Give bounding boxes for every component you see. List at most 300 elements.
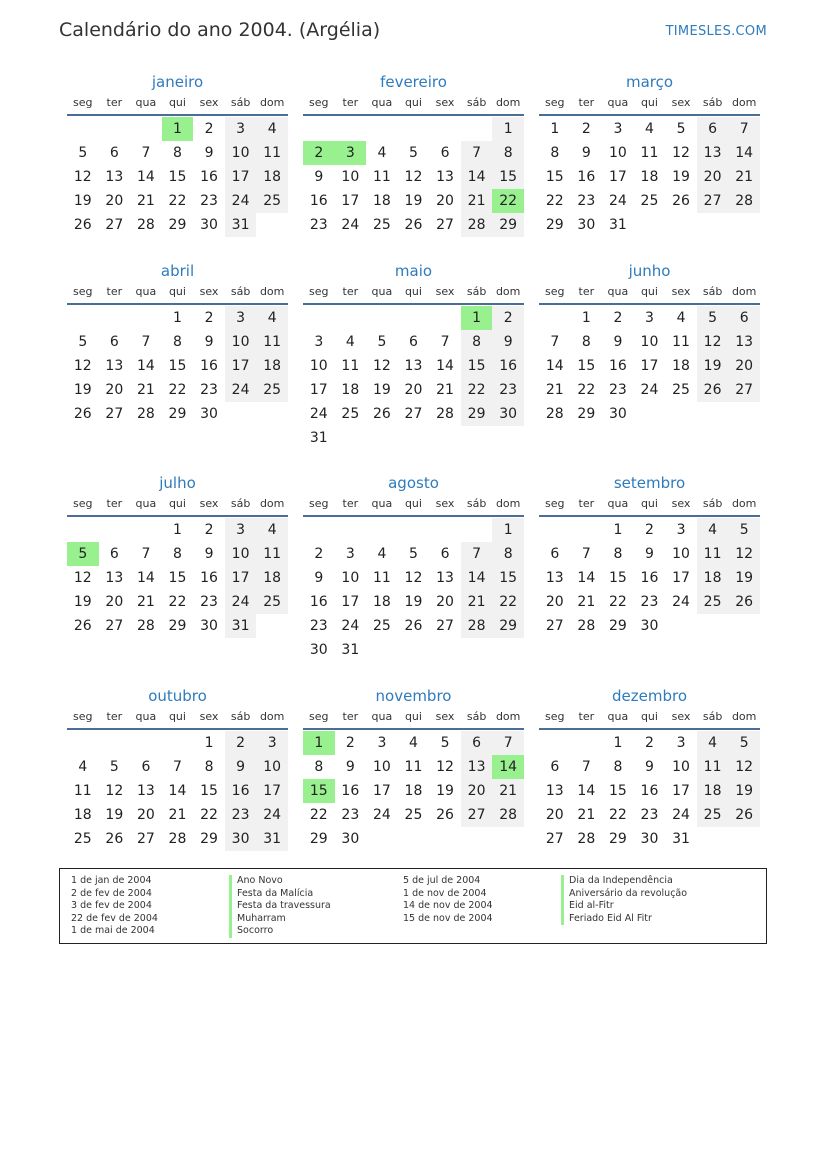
day-cell[interactable]: 12	[73, 358, 92, 374]
day-cell[interactable]: 11	[256, 141, 288, 165]
day-cell[interactable]: 3	[335, 141, 367, 165]
day-cell[interactable]: 8	[492, 141, 524, 165]
day-cell[interactable]: 28	[545, 406, 564, 422]
day-cell[interactable]: 3	[225, 117, 257, 141]
day-cell[interactable]: 2	[204, 522, 214, 538]
day-cell[interactable]: 28	[436, 406, 454, 422]
day-cell[interactable]: 31	[341, 642, 360, 658]
day-cell[interactable]: 28	[577, 831, 596, 847]
day-cell[interactable]: 23	[200, 193, 218, 209]
day-cell[interactable]: 20	[404, 382, 423, 398]
day-cell[interactable]: 18	[256, 566, 288, 590]
day-cell[interactable]: 15	[608, 570, 627, 586]
day-cell[interactable]: 10	[372, 759, 391, 775]
day-cell[interactable]: 6	[461, 731, 493, 755]
day-cell[interactable]: 15	[303, 779, 335, 803]
day-cell[interactable]: 9	[613, 334, 623, 350]
day-cell[interactable]: 28	[728, 189, 760, 213]
day-cell[interactable]: 21	[436, 382, 454, 398]
day-cell[interactable]: 8	[314, 759, 324, 775]
day-cell[interactable]: 22	[168, 382, 187, 398]
day-cell[interactable]: 9	[204, 546, 214, 562]
day-cell[interactable]: 15	[492, 566, 524, 590]
day-cell[interactable]: 8	[550, 145, 560, 161]
day-cell[interactable]: 21	[492, 779, 524, 803]
day-cell[interactable]: 12	[672, 145, 690, 161]
day-cell[interactable]: 29	[492, 614, 524, 638]
day-cell[interactable]: 11	[73, 783, 92, 799]
day-cell[interactable]: 1	[173, 310, 182, 326]
day-cell[interactable]: 13	[105, 169, 124, 185]
day-cell[interactable]: 20	[697, 165, 729, 189]
day-cell[interactable]: 28	[136, 406, 155, 422]
day-cell[interactable]: 13	[404, 358, 423, 374]
day-cell[interactable]: 28	[168, 831, 187, 847]
day-cell[interactable]: 7	[141, 334, 151, 350]
day-cell[interactable]: 2	[581, 121, 591, 137]
day-cell[interactable]: 8	[613, 546, 623, 562]
day-cell[interactable]: 5	[409, 546, 418, 562]
day-cell[interactable]: 3	[225, 518, 257, 542]
day-cell[interactable]: 21	[577, 594, 596, 610]
day-cell[interactable]: 16	[200, 358, 218, 374]
day-cell[interactable]: 10	[672, 546, 690, 562]
day-cell[interactable]: 24	[225, 378, 257, 402]
day-cell[interactable]: 16	[309, 594, 328, 610]
day-cell[interactable]: 16	[577, 169, 596, 185]
day-cell[interactable]: 11	[404, 759, 423, 775]
day-cell[interactable]: 11	[372, 169, 391, 185]
day-cell[interactable]: 26	[372, 406, 391, 422]
day-cell[interactable]: 17	[225, 165, 257, 189]
day-cell[interactable]: 17	[225, 354, 257, 378]
day-cell[interactable]: 29	[200, 831, 218, 847]
day-cell[interactable]: 11	[256, 542, 288, 566]
day-cell[interactable]: 5	[377, 334, 387, 350]
day-cell[interactable]: 12	[697, 330, 729, 354]
day-cell[interactable]: 13	[461, 755, 493, 779]
day-cell[interactable]: 1	[162, 117, 194, 141]
day-cell[interactable]: 21	[461, 189, 493, 213]
day-cell[interactable]: 10	[225, 141, 257, 165]
day-cell[interactable]: 20	[436, 594, 454, 610]
day-cell[interactable]: 25	[404, 807, 423, 823]
day-cell[interactable]: 24	[608, 193, 627, 209]
day-cell[interactable]: 15	[577, 358, 596, 374]
day-cell[interactable]: 2	[645, 522, 654, 538]
day-cell[interactable]: 31	[672, 831, 690, 847]
day-cell[interactable]: 7	[141, 546, 151, 562]
day-cell[interactable]: 6	[109, 145, 119, 161]
day-cell[interactable]: 21	[168, 807, 187, 823]
day-cell[interactable]: 15	[461, 354, 493, 378]
day-cell[interactable]: 8	[581, 334, 591, 350]
day-cell[interactable]: 29	[168, 217, 187, 233]
day-cell[interactable]: 11	[640, 145, 659, 161]
day-cell[interactable]: 19	[697, 354, 729, 378]
day-cell[interactable]: 8	[173, 546, 182, 562]
day-cell[interactable]: 13	[728, 330, 760, 354]
day-cell[interactable]: 30	[200, 406, 218, 422]
day-cell[interactable]: 20	[105, 193, 124, 209]
day-cell[interactable]: 4	[676, 310, 686, 326]
day-cell[interactable]: 4	[409, 735, 418, 751]
day-cell[interactable]: 9	[645, 546, 654, 562]
day-cell[interactable]: 16	[200, 169, 218, 185]
day-cell[interactable]: 18	[672, 358, 690, 374]
day-cell[interactable]: 22	[309, 807, 328, 823]
day-cell[interactable]: 25	[640, 193, 659, 209]
day-cell[interactable]: 3	[225, 306, 257, 330]
day-cell[interactable]: 19	[728, 779, 760, 803]
day-cell[interactable]: 14	[728, 141, 760, 165]
day-cell[interactable]: 19	[672, 169, 690, 185]
day-cell[interactable]: 29	[492, 213, 524, 237]
day-cell[interactable]: 12	[73, 169, 92, 185]
day-cell[interactable]: 7	[461, 542, 493, 566]
day-cell[interactable]: 18	[372, 193, 391, 209]
day-cell[interactable]: 13	[697, 141, 729, 165]
day-cell[interactable]: 15	[492, 165, 524, 189]
day-cell[interactable]: 4	[256, 306, 288, 330]
day-cell[interactable]: 29	[461, 402, 493, 426]
day-cell[interactable]: 29	[608, 618, 627, 634]
day-cell[interactable]: 18	[341, 382, 360, 398]
day-cell[interactable]: 27	[105, 406, 124, 422]
day-cell[interactable]: 22	[168, 594, 187, 610]
day-cell[interactable]: 14	[577, 783, 596, 799]
day-cell[interactable]: 11	[372, 570, 391, 586]
day-cell[interactable]: 29	[545, 217, 564, 233]
day-cell[interactable]: 13	[545, 783, 564, 799]
day-cell[interactable]: 2	[204, 121, 214, 137]
day-cell[interactable]: 19	[404, 193, 423, 209]
day-cell[interactable]: 11	[672, 334, 690, 350]
day-cell[interactable]: 26	[697, 378, 729, 402]
day-cell[interactable]: 14	[461, 566, 493, 590]
day-cell[interactable]: 1	[173, 522, 182, 538]
day-cell[interactable]: 22	[461, 378, 493, 402]
day-cell[interactable]: 18	[256, 354, 288, 378]
day-cell[interactable]: 14	[492, 755, 524, 779]
day-cell[interactable]: 9	[204, 334, 214, 350]
day-cell[interactable]: 16	[492, 354, 524, 378]
day-cell[interactable]: 28	[136, 217, 155, 233]
day-cell[interactable]: 27	[728, 378, 760, 402]
day-cell[interactable]: 24	[256, 803, 288, 827]
day-cell[interactable]: 16	[341, 783, 360, 799]
day-cell[interactable]: 12	[728, 755, 760, 779]
day-cell[interactable]: 23	[341, 807, 360, 823]
day-cell[interactable]: 17	[341, 594, 360, 610]
day-cell[interactable]: 22	[577, 382, 596, 398]
day-cell[interactable]: 3	[645, 310, 654, 326]
day-cell[interactable]: 31	[256, 827, 288, 851]
day-cell[interactable]: 20	[545, 594, 564, 610]
day-cell[interactable]: 5	[78, 334, 88, 350]
day-cell[interactable]: 2	[492, 306, 524, 330]
day-cell[interactable]: 27	[404, 406, 423, 422]
day-cell[interactable]: 2	[613, 310, 623, 326]
day-cell[interactable]: 20	[545, 807, 564, 823]
day-cell[interactable]: 31	[608, 217, 627, 233]
day-cell[interactable]: 26	[728, 590, 760, 614]
day-cell[interactable]: 18	[404, 783, 423, 799]
day-cell[interactable]: 26	[73, 217, 92, 233]
day-cell[interactable]: 24	[640, 382, 659, 398]
day-cell[interactable]: 22	[545, 193, 564, 209]
day-cell[interactable]: 19	[73, 382, 92, 398]
day-cell[interactable]: 27	[545, 831, 564, 847]
day-cell[interactable]: 24	[672, 807, 690, 823]
day-cell[interactable]: 11	[256, 330, 288, 354]
day-cell[interactable]: 14	[168, 783, 187, 799]
day-cell[interactable]: 14	[545, 358, 564, 374]
day-cell[interactable]: 23	[608, 382, 627, 398]
day-cell[interactable]: 30	[577, 217, 596, 233]
day-cell[interactable]: 27	[436, 217, 454, 233]
day-cell[interactable]: 27	[136, 831, 155, 847]
day-cell[interactable]: 27	[105, 618, 124, 634]
day-cell[interactable]: 28	[136, 618, 155, 634]
day-cell[interactable]: 14	[136, 169, 155, 185]
day-cell[interactable]: 23	[200, 594, 218, 610]
day-cell[interactable]: 25	[341, 406, 360, 422]
day-cell[interactable]: 26	[404, 217, 423, 233]
day-cell[interactable]: 13	[105, 570, 124, 586]
day-cell[interactable]: 10	[341, 169, 360, 185]
day-cell[interactable]: 25	[256, 189, 288, 213]
day-cell[interactable]: 31	[309, 430, 328, 446]
day-cell[interactable]: 1	[492, 117, 524, 141]
day-cell[interactable]: 6	[440, 145, 450, 161]
day-cell[interactable]: 29	[309, 831, 328, 847]
day-cell[interactable]: 9	[314, 570, 324, 586]
day-cell[interactable]: 3	[676, 735, 686, 751]
day-cell[interactable]: 1	[461, 306, 493, 330]
day-cell[interactable]: 24	[225, 189, 257, 213]
day-cell[interactable]: 9	[492, 330, 524, 354]
day-cell[interactable]: 16	[309, 193, 328, 209]
day-cell[interactable]: 11	[341, 358, 360, 374]
day-cell[interactable]: 6	[728, 306, 760, 330]
day-cell[interactable]: 4	[377, 145, 387, 161]
day-cell[interactable]: 5	[697, 306, 729, 330]
day-cell[interactable]: 13	[436, 570, 454, 586]
day-cell[interactable]: 13	[436, 169, 454, 185]
day-cell[interactable]: 12	[73, 570, 92, 586]
day-cell[interactable]: 22	[200, 807, 218, 823]
day-cell[interactable]: 7	[173, 759, 182, 775]
day-cell[interactable]: 12	[404, 570, 423, 586]
day-cell[interactable]: 20	[461, 779, 493, 803]
day-cell[interactable]: 23	[225, 803, 257, 827]
day-cell[interactable]: 28	[577, 618, 596, 634]
day-cell[interactable]: 30	[492, 402, 524, 426]
day-cell[interactable]: 21	[461, 590, 493, 614]
day-cell[interactable]: 5	[67, 542, 99, 566]
day-cell[interactable]: 28	[492, 803, 524, 827]
day-cell[interactable]: 8	[613, 759, 623, 775]
day-cell[interactable]: 17	[672, 783, 690, 799]
day-cell[interactable]: 3	[345, 546, 355, 562]
day-cell[interactable]: 28	[461, 213, 493, 237]
day-cell[interactable]: 12	[404, 169, 423, 185]
day-cell[interactable]: 20	[728, 354, 760, 378]
day-cell[interactable]: 25	[372, 217, 391, 233]
day-cell[interactable]: 21	[545, 382, 564, 398]
day-cell[interactable]: 26	[105, 831, 124, 847]
day-cell[interactable]: 5	[409, 145, 418, 161]
day-cell[interactable]: 22	[492, 189, 524, 213]
day-cell[interactable]: 27	[461, 803, 493, 827]
day-cell[interactable]: 19	[73, 594, 92, 610]
day-cell[interactable]: 3	[676, 522, 686, 538]
day-cell[interactable]: 2	[314, 546, 324, 562]
day-cell[interactable]: 30	[608, 406, 627, 422]
day-cell[interactable]: 23	[492, 378, 524, 402]
day-cell[interactable]: 5	[676, 121, 686, 137]
day-cell[interactable]: 9	[204, 145, 214, 161]
day-cell[interactable]: 24	[672, 594, 690, 610]
day-cell[interactable]: 23	[309, 618, 328, 634]
day-cell[interactable]: 21	[136, 594, 155, 610]
day-cell[interactable]: 20	[105, 382, 124, 398]
day-cell[interactable]: 10	[608, 145, 627, 161]
day-cell[interactable]: 7	[581, 759, 591, 775]
day-cell[interactable]: 30	[341, 831, 360, 847]
day-cell[interactable]: 6	[109, 334, 119, 350]
day-cell[interactable]: 30	[225, 827, 257, 851]
day-cell[interactable]: 4	[645, 121, 654, 137]
day-cell[interactable]: 10	[640, 334, 659, 350]
day-cell[interactable]: 3	[314, 334, 324, 350]
day-cell[interactable]: 9	[645, 759, 654, 775]
day-cell[interactable]: 7	[492, 731, 524, 755]
day-cell[interactable]: 26	[73, 406, 92, 422]
day-cell[interactable]: 2	[225, 731, 257, 755]
day-cell[interactable]: 10	[225, 542, 257, 566]
day-cell[interactable]: 23	[640, 807, 659, 823]
day-cell[interactable]: 8	[461, 330, 493, 354]
day-cell[interactable]: 16	[200, 570, 218, 586]
day-cell[interactable]: 4	[256, 518, 288, 542]
day-cell[interactable]: 19	[73, 193, 92, 209]
day-cell[interactable]: 1	[550, 121, 560, 137]
day-cell[interactable]: 27	[105, 217, 124, 233]
day-cell[interactable]: 30	[309, 642, 328, 658]
day-cell[interactable]: 25	[672, 382, 690, 398]
day-cell[interactable]: 2	[303, 141, 335, 165]
day-cell[interactable]: 19	[436, 783, 454, 799]
day-cell[interactable]: 16	[225, 779, 257, 803]
day-cell[interactable]: 26	[73, 618, 92, 634]
day-cell[interactable]: 2	[204, 310, 214, 326]
day-cell[interactable]: 3	[256, 731, 288, 755]
day-cell[interactable]: 31	[225, 213, 257, 237]
day-cell[interactable]: 18	[256, 165, 288, 189]
day-cell[interactable]: 15	[200, 783, 218, 799]
day-cell[interactable]: 27	[436, 618, 454, 634]
day-cell[interactable]: 21	[136, 382, 155, 398]
day-cell[interactable]: 15	[608, 783, 627, 799]
day-cell[interactable]: 26	[728, 803, 760, 827]
day-cell[interactable]: 13	[105, 358, 124, 374]
day-cell[interactable]: 26	[404, 618, 423, 634]
day-cell[interactable]: 28	[461, 614, 493, 638]
day-cell[interactable]: 9	[581, 145, 591, 161]
day-cell[interactable]: 6	[440, 546, 450, 562]
day-cell[interactable]: 22	[608, 807, 627, 823]
day-cell[interactable]: 5	[728, 731, 760, 755]
day-cell[interactable]: 25	[256, 590, 288, 614]
day-cell[interactable]: 15	[168, 169, 187, 185]
day-cell[interactable]: 30	[200, 618, 218, 634]
day-cell[interactable]: 11	[697, 542, 729, 566]
day-cell[interactable]: 29	[608, 831, 627, 847]
day-cell[interactable]: 7	[728, 117, 760, 141]
day-cell[interactable]: 24	[309, 406, 328, 422]
day-cell[interactable]: 4	[78, 759, 88, 775]
day-cell[interactable]: 11	[697, 755, 729, 779]
day-cell[interactable]: 19	[372, 382, 391, 398]
day-cell[interactable]: 9	[345, 759, 355, 775]
day-cell[interactable]: 9	[225, 755, 257, 779]
day-cell[interactable]: 6	[550, 759, 560, 775]
day-cell[interactable]: 10	[309, 358, 328, 374]
day-cell[interactable]: 4	[256, 117, 288, 141]
day-cell[interactable]: 8	[204, 759, 214, 775]
day-cell[interactable]: 19	[728, 566, 760, 590]
day-cell[interactable]: 21	[577, 807, 596, 823]
day-cell[interactable]: 27	[545, 618, 564, 634]
day-cell[interactable]: 25	[697, 590, 729, 614]
day-cell[interactable]: 1	[613, 522, 623, 538]
day-cell[interactable]: 15	[168, 570, 187, 586]
day-cell[interactable]: 25	[73, 831, 92, 847]
day-cell[interactable]: 26	[672, 193, 690, 209]
day-cell[interactable]: 9	[314, 169, 324, 185]
day-cell[interactable]: 7	[440, 334, 450, 350]
day-cell[interactable]: 19	[105, 807, 124, 823]
day-cell[interactable]: 25	[256, 378, 288, 402]
day-cell[interactable]: 1	[303, 731, 335, 755]
day-cell[interactable]: 7	[550, 334, 560, 350]
day-cell[interactable]: 1	[581, 310, 591, 326]
day-cell[interactable]: 3	[377, 735, 387, 751]
day-cell[interactable]: 29	[168, 618, 187, 634]
day-cell[interactable]: 3	[613, 121, 623, 137]
day-cell[interactable]: 1	[492, 518, 524, 542]
day-cell[interactable]: 14	[436, 358, 454, 374]
day-cell[interactable]: 14	[577, 570, 596, 586]
day-cell[interactable]: 30	[640, 831, 659, 847]
day-cell[interactable]: 4	[345, 334, 355, 350]
day-cell[interactable]: 6	[141, 759, 151, 775]
day-cell[interactable]: 7	[141, 145, 151, 161]
day-cell[interactable]: 20	[436, 193, 454, 209]
day-cell[interactable]: 15	[168, 358, 187, 374]
day-cell[interactable]: 17	[640, 358, 659, 374]
day-cell[interactable]: 14	[136, 358, 155, 374]
day-cell[interactable]: 1	[613, 735, 623, 751]
day-cell[interactable]: 14	[136, 570, 155, 586]
day-cell[interactable]: 19	[404, 594, 423, 610]
day-cell[interactable]: 23	[309, 217, 328, 233]
day-cell[interactable]: 2	[645, 735, 654, 751]
day-cell[interactable]: 6	[550, 546, 560, 562]
day-cell[interactable]: 15	[545, 169, 564, 185]
